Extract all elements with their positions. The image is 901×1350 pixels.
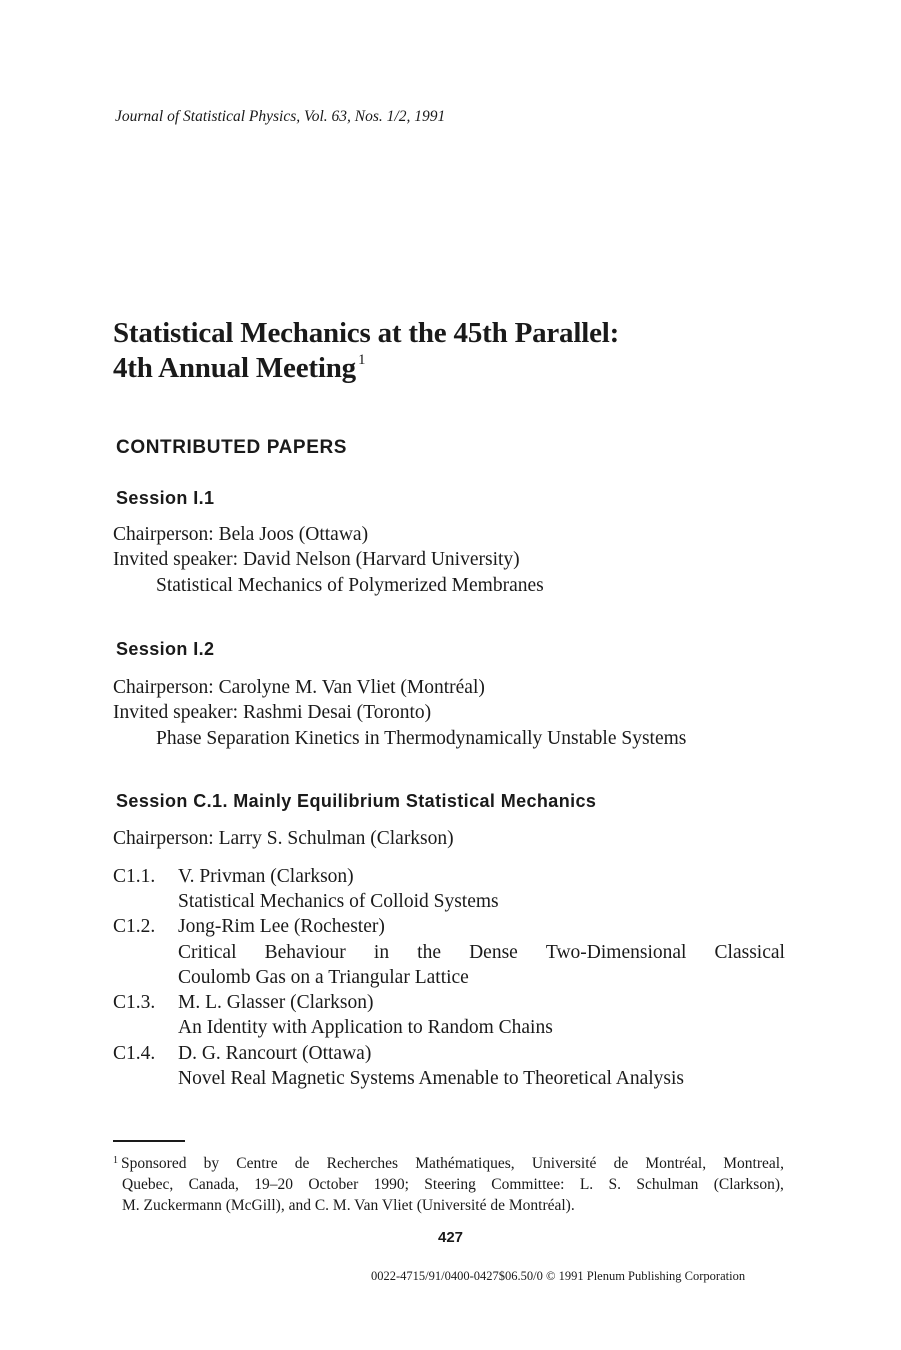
word: October [308, 1176, 359, 1193]
word: de [613, 1155, 629, 1172]
word: Quebec, [122, 1176, 174, 1193]
word: Recherches [326, 1155, 399, 1172]
word: Two-Dimensional [545, 942, 687, 963]
session-i1-chair: Chairperson: Bela Joos (Ottawa) [113, 524, 369, 545]
session-heading-i1: Session I.1 [116, 488, 215, 508]
session-i2-talk: Phase Separation Kinetics in Thermodynamically Unstable Systems [156, 728, 687, 749]
paper-title-c1-2-line1 [178, 942, 785, 964]
paper-title-c1-4: Novel Real Magnetic Systems Amenable to Theoretical Analysis [178, 1068, 684, 1089]
paper-title-line2-text: 4th Annual Meeting [113, 352, 356, 384]
session-heading-i2: Session I.2 [116, 639, 215, 659]
word: Schulman [636, 1176, 699, 1193]
paper-author-c1-4: D. G. Rancourt (Ottawa) [178, 1043, 372, 1064]
word: 1990; [373, 1176, 409, 1193]
session-heading-c1: Session C.1. Mainly Equilibrium Statistical Mechanics [116, 791, 597, 811]
word: S. [608, 1176, 621, 1193]
footnote-line2 [122, 1176, 784, 1194]
session-c1-chair: Chairperson: Larry S. Schulman (Clarkson) [113, 828, 454, 849]
page-number: 427 [437, 1229, 464, 1246]
paper-title-c1-1: Statistical Mechanics of Colloid Systems [178, 891, 499, 912]
word: Centre [236, 1155, 278, 1172]
word: Canada, [188, 1176, 239, 1193]
session-i2-speaker: Invited speaker: Rashmi Desai (Toronto) [113, 702, 432, 723]
paper-title-line1: Statistical Mechanics at the 45th Parallel: [113, 317, 620, 349]
paper-id-c1-4: C1.4. [113, 1043, 156, 1064]
word: Dense [469, 942, 518, 963]
paper-title-c1-2-line2: Coulomb Gas on a Triangular Lattice [178, 967, 469, 988]
word: Steering [424, 1176, 476, 1193]
word: the [417, 942, 441, 963]
footnote-mark: 1 [113, 1155, 118, 1166]
word: Montréal, [645, 1155, 707, 1172]
word: 19–20 [254, 1176, 294, 1193]
paper-author-c1-1: V. Privman (Clarkson) [178, 866, 354, 887]
session-i1-talk: Statistical Mechanics of Polymerized Membranes [156, 575, 544, 596]
word: by [203, 1155, 220, 1172]
paper-author-c1-3: M. L. Glasser (Clarkson) [178, 992, 374, 1013]
word: Montreal, [723, 1155, 784, 1172]
paper-title-c1-3: An Identity with Application to Random Chains [178, 1017, 553, 1038]
word [113, 1155, 186, 1173]
paper-author-c1-2: Jong-Rim Lee (Rochester) [178, 916, 385, 937]
word: L. [579, 1176, 594, 1193]
word: in [373, 942, 390, 963]
session-i1-speaker: Invited speaker: David Nelson (Harvard University) [113, 549, 520, 570]
title-footnote-mark: 1 [357, 352, 366, 368]
footnote-rule [113, 1140, 185, 1142]
word-text: Sponsored [121, 1155, 187, 1172]
imprint-line: 0022-4715/91/0400-0427$06.50/0 © 1991 Plenum Publishing Corporation [371, 1269, 746, 1283]
paper-id-c1-3: C1.3. [113, 992, 156, 1013]
paper-id-c1-1: C1.1. [113, 866, 156, 887]
footnote-line3: M. Zuckermann (McGill), and C. M. Van Vliet (Université de Montréal). [122, 1197, 575, 1214]
word: Mathématiques, [415, 1155, 515, 1172]
word: Critical [178, 942, 237, 963]
paper-id-c1-2: C1.2. [113, 916, 156, 937]
word: Classical [714, 942, 785, 963]
session-i2-chair: Chairperson: Carolyne M. Van Vliet (Montréal) [113, 677, 485, 698]
word: Université [531, 1155, 597, 1172]
journal-citation: Journal of Statistical Physics, Vol. 63, Nos. 1/2, 1991 [115, 108, 446, 125]
word: (Clarkson), [713, 1176, 784, 1193]
word: Behaviour [264, 942, 346, 963]
word: Committee: [491, 1176, 565, 1193]
word: de [294, 1155, 310, 1172]
paper-title-line2 [113, 353, 365, 383]
section-heading: CONTRIBUTED PAPERS [116, 437, 348, 458]
footnote-line1 [113, 1155, 784, 1173]
